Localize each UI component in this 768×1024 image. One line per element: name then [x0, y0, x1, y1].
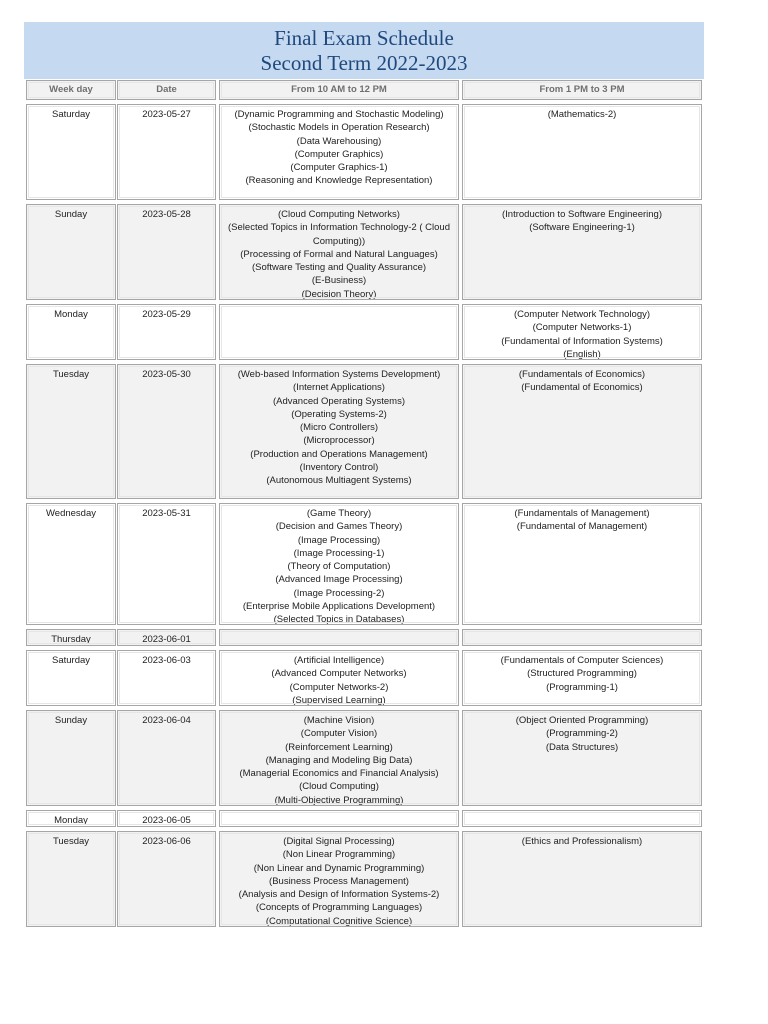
course-entry: (Autonomous Multiagent Systems) — [266, 475, 412, 487]
course-entry: (Fundamental of Management) — [516, 521, 648, 533]
exam-schedule-table — [24, 80, 704, 931]
course-entry: (Data Structures) — [545, 741, 619, 753]
course-entry: (Object Oriented Programming) — [515, 715, 649, 726]
course-entry: (Non Linear and Dynamic Programming) — [253, 862, 425, 874]
course-entry: (Decision and Games Theory) — [275, 521, 403, 533]
course-entry: (Image Processing) — [297, 534, 381, 546]
course-entry: (Non Linear Programming) — [282, 849, 396, 861]
course-entry: (Microprocessor) — [303, 435, 375, 447]
course-entry: (Concepts of Programming Languages) — [255, 902, 423, 914]
course-entry: (Computational Cognitive Science) — [265, 915, 413, 927]
header-morning-slot: From 10 AM to 12 PM — [219, 80, 459, 100]
schedule-title-banner — [24, 22, 704, 79]
date-cell: 2023-05-29 — [117, 304, 216, 360]
afternoon-exams-cell — [462, 104, 702, 200]
table-row — [24, 104, 704, 200]
course-entry: (Inventory Control) — [299, 462, 379, 474]
course-entry: (Multi-Objective Programming) — [274, 794, 404, 806]
afternoon-exams-cell — [462, 831, 702, 927]
morning-exams-cell — [219, 304, 459, 360]
course-entry: (Software Engineering-1) — [529, 222, 635, 234]
course-entry: (Programming-2) — [546, 728, 618, 740]
course-entry: (Computer Vision) — [300, 728, 378, 740]
table-row — [24, 503, 704, 625]
weekday-cell: Tuesday — [26, 831, 116, 927]
weekday-cell: Saturday — [26, 104, 116, 200]
header-date: Date — [117, 80, 216, 100]
weekday-cell: Sunday — [26, 204, 116, 300]
course-entry: (Analysis and Design of Information Systems-2) — [238, 889, 440, 901]
course-entry: (Introduction to Software Engineering) — [501, 209, 662, 220]
date-cell: 2023-06-04 — [117, 710, 216, 806]
table-row — [24, 810, 704, 827]
table-row — [24, 629, 704, 646]
course-entry: (Stochastic Models in Operation Research) — [248, 122, 430, 134]
course-entry: (Fundamental of Information Systems) — [501, 335, 663, 347]
course-entry: (Fundamental of Economics) — [521, 382, 643, 394]
weekday-cell: Sunday — [26, 710, 116, 806]
table-row — [24, 364, 704, 499]
course-entry: (Artificial Intelligence) — [293, 655, 385, 666]
course-entry: (Managerial Economics and Financial Analysis) — [239, 768, 439, 780]
table-header-row — [24, 80, 704, 100]
course-entry: (Image Processing-2) — [293, 587, 385, 599]
course-entry: (Enterprise Mobile Applications Development) — [242, 601, 436, 613]
table-row — [24, 204, 704, 300]
morning-exams-cell — [219, 710, 459, 806]
morning-exams-cell — [219, 104, 459, 200]
course-entry: (Mathematics-2) — [547, 109, 617, 120]
date-cell: 2023-06-06 — [117, 831, 216, 927]
page-title: Final Exam Schedule — [274, 26, 454, 50]
table-row — [24, 650, 704, 706]
afternoon-exams-cell — [462, 503, 702, 625]
weekday-cell: Tuesday — [26, 364, 116, 499]
table-row — [24, 710, 704, 806]
course-entry: (Theory of Computation) — [287, 561, 391, 573]
course-entry: (Game Theory) — [306, 508, 372, 519]
course-entry: (Reasoning and Knowledge Representation) — [245, 175, 433, 187]
course-entry: (Managing and Modeling Big Data) — [265, 754, 413, 766]
afternoon-exams-cell — [462, 650, 702, 706]
date-cell: 2023-06-01 — [117, 629, 216, 646]
course-entry: (Production and Operations Management) — [250, 448, 428, 460]
course-entry: (Fundamentals of Economics) — [518, 369, 646, 380]
course-entry: (Operating Systems-2) — [291, 408, 387, 420]
date-cell: 2023-06-03 — [117, 650, 216, 706]
course-entry: (Computer Networks-1) — [532, 322, 632, 334]
afternoon-exams-cell — [462, 204, 702, 300]
date-cell: 2023-05-28 — [117, 204, 216, 300]
course-entry: (Computer Network Technology) — [513, 309, 651, 320]
course-entry: (Machine Vision) — [303, 715, 375, 726]
course-entry: (Selected Topics in Information Technology-2 ( Cloud Computing)) — [228, 222, 450, 247]
weekday-cell: Saturday — [26, 650, 116, 706]
table-row — [24, 831, 704, 927]
course-entry: (Cloud Computing Networks) — [278, 209, 400, 220]
weekday-cell: Wednesday — [26, 503, 116, 625]
course-entry: (Computer Graphics-1) — [290, 162, 388, 174]
afternoon-exams-cell — [462, 364, 702, 499]
course-entry: (Web-based Information Systems Development) — [237, 369, 441, 380]
course-entry: (Dynamic Programming and Stochastic Modeling) — [234, 109, 444, 120]
morning-exams-cell — [219, 650, 459, 706]
course-entry: (Advanced Image Processing) — [275, 574, 403, 586]
morning-exams-cell — [219, 629, 459, 646]
header-afternoon-slot: From 1 PM to 3 PM — [462, 80, 702, 100]
course-entry: (Reinforcement Learning) — [285, 741, 393, 753]
course-entry: (Advanced Computer Networks) — [271, 668, 407, 680]
morning-exams-cell — [219, 503, 459, 625]
course-entry: (E-Business) — [311, 275, 367, 287]
morning-exams-cell — [219, 364, 459, 499]
course-entry: (Structured Programming) — [527, 668, 637, 680]
course-entry: (Computer Networks-2) — [289, 681, 389, 693]
course-entry: (English) — [563, 348, 601, 360]
course-entry: (Image Processing-1) — [293, 547, 385, 559]
course-entry: (Fundamentals of Management) — [514, 508, 650, 519]
course-entry: (Supervised Learning) — [292, 694, 386, 706]
course-entry: (Decision Theory) — [301, 288, 377, 300]
course-entry: (Processing of Formal and Natural Languages) — [240, 248, 438, 260]
date-cell: 2023-06-05 — [117, 810, 216, 827]
course-entry: (Digital Signal Processing) — [283, 836, 395, 847]
course-entry: (Advanced Operating Systems) — [272, 395, 405, 407]
afternoon-exams-cell — [462, 810, 702, 827]
morning-exams-cell — [219, 204, 459, 300]
course-entry: (Software Testing and Quality Assurance) — [251, 262, 427, 274]
course-entry: (Fundamentals of Computer Sciences) — [500, 655, 664, 666]
weekday-cell: Thursday — [26, 629, 116, 646]
date-cell: 2023-05-31 — [117, 503, 216, 625]
course-entry: (Selected Topics in Databases) — [273, 614, 405, 625]
table-body — [24, 104, 704, 927]
weekday-cell: Monday — [26, 304, 116, 360]
page-subtitle: Second Term 2022-2023 — [260, 51, 468, 75]
weekday-cell: Monday — [26, 810, 116, 827]
course-entry: (Cloud Computing) — [299, 781, 379, 793]
course-entry: (Programming-1) — [546, 681, 618, 693]
header-weekday: Week day — [26, 80, 116, 100]
course-entry: (Micro Controllers) — [299, 422, 379, 434]
morning-exams-cell — [219, 831, 459, 927]
afternoon-exams-cell — [462, 629, 702, 646]
course-entry: (Ethics and Professionalism) — [521, 836, 643, 847]
morning-exams-cell — [219, 810, 459, 827]
afternoon-exams-cell — [462, 304, 702, 360]
date-cell: 2023-05-27 — [117, 104, 216, 200]
course-entry: (Computer Graphics) — [294, 148, 384, 160]
afternoon-exams-cell — [462, 710, 702, 806]
course-entry: (Data Warehousing) — [296, 135, 382, 147]
course-entry: (Internet Applications) — [293, 382, 385, 394]
date-cell: 2023-05-30 — [117, 364, 216, 499]
course-entry: (Business Process Management) — [269, 875, 409, 887]
table-row — [24, 304, 704, 360]
